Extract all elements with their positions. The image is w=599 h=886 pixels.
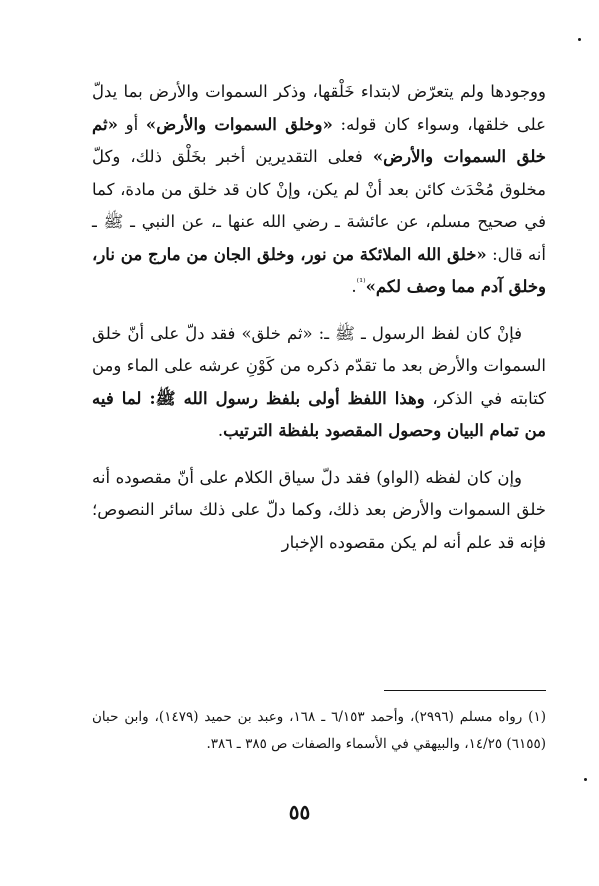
paragraph-text: ووجودها ولم يتعرّض لابتداء خَلْقها، وذكر السموات والأرض بما يدلّ على خلقها، وسواء كان قوله:	[92, 82, 546, 134]
paragraph	[92, 318, 546, 448]
paragraph-text: .	[351, 277, 357, 296]
footnote-reference: ⁽¹⁾	[356, 277, 366, 289]
margin-dot-bottom	[584, 778, 587, 781]
paragraph	[92, 462, 546, 560]
paragraph-text: وإن كان لفظه (الواو) فقد دلّ سياق الكلام على أنّ مقصوده أنه خلق السموات والأرض بعد ذلك، وكما دلّ على ذلك سائر النصوص؛ فإنه قد علم أنه لم يكن مقصوده الإخبار	[92, 467, 546, 552]
bold-text: «خلق الله الملائكة من نور، وخلق الجان من مارج من نار، وخلق آدم مما وصف لكم»	[92, 244, 546, 296]
paragraph-text: .	[217, 421, 224, 440]
paragraph-text: أو	[117, 114, 146, 134]
paragraph	[92, 76, 546, 304]
margin-dot-top	[578, 38, 581, 41]
paragraph-text: فإنْ كان لفظ الرسول ـ ﷺ ـ: «ثم خلق» فقد دلّ على أنّ خلق السموات والأرض بعد ما تقدّم ذكره من كَوْنِ عرشه على الماء ومن كتابته في الذكر،	[92, 323, 547, 408]
page-number: ٥٥	[288, 800, 311, 824]
footnote-separator	[384, 690, 546, 691]
bold-text: «ثم خلق السموات والأرض»	[92, 114, 546, 166]
bold-text: وهذا اللفظ أولى بلفظ رسول الله ﷺ: لما فيه من تمام البيان وحصول المقصود بلفظة الترتيب	[92, 388, 546, 440]
bold-text: «وخلق السموات والأرض»	[145, 114, 333, 134]
footnote	[92, 704, 546, 758]
footnote-text: (١) رواه مسلم (٢٩٩٦)، وأحمد ٦/١٥٣ ـ ١٦٨، وعبد بن حميد (١٤٧٩)، وابن حبان (٦١٥٥) ١٤/٢٥، والبيهقي في الأسماء والصفات ص ٣٨٥ ـ ٣٨٦.	[92, 709, 546, 752]
paragraph-text: فعلى التقديرين أخبر بخَلْق ذلك، وكلّ مخلوق مُحْدَث كائن بعد أنْ لم يكن، وإنْ كان قد خلق من مادة، كما في صحيح مسلم، عن عائشة ـ رضي الله عنها ـ، عن النبي ـ ﷺ ـ أنه قال:	[92, 147, 546, 264]
body-text	[92, 76, 546, 573]
